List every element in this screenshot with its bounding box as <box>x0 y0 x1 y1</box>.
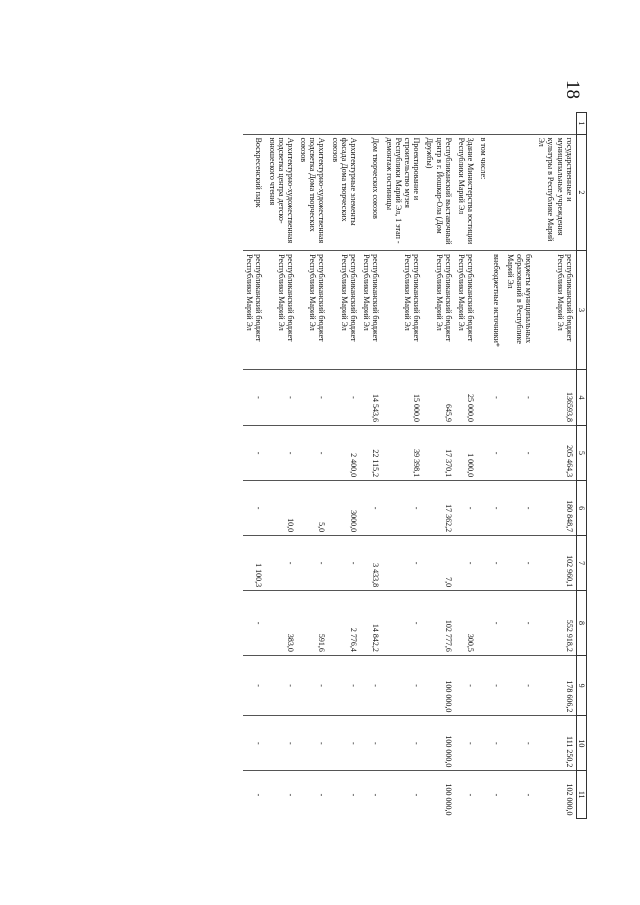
amount-cell: 591,6 <box>297 591 329 656</box>
amount-cell: - <box>504 591 536 656</box>
amount-cell: - <box>504 771 536 819</box>
amount-cell: - <box>265 536 297 591</box>
amount-cell: - <box>490 716 503 771</box>
funding-source-cell: республиканский бюджет Республики Марий Эл <box>535 251 576 370</box>
amount-cell: 100 000,0 <box>423 716 455 771</box>
table-row <box>243 113 265 819</box>
row-number-cell <box>455 113 477 135</box>
amount-cell: - <box>243 481 265 536</box>
amount-cell: - <box>243 369 265 425</box>
amount-cell: 383,0 <box>265 591 297 656</box>
amount-cell: 102 777,6 <box>423 591 455 656</box>
amount-cell: - <box>243 426 265 481</box>
table-row <box>490 113 503 819</box>
amount-cell: - <box>382 536 423 591</box>
amount-cell <box>477 655 490 715</box>
amount-cell: 100 000,0 <box>423 655 455 715</box>
column-header: 8 <box>576 591 586 656</box>
column-header: 3 <box>576 251 586 370</box>
amount-cell <box>477 426 490 481</box>
funding-source-cell: республиканский бюджет Республики Марий Эл <box>243 251 265 370</box>
funding-source-cell: республиканский бюджет Республики Марий Эл <box>382 251 423 370</box>
column-header: 11 <box>576 771 586 819</box>
amount-cell: - <box>265 426 297 481</box>
amount-cell: 1 100,3 <box>243 536 265 591</box>
amount-cell: - <box>490 426 503 481</box>
amount-cell: - <box>297 716 329 771</box>
amount-cell: - <box>504 716 536 771</box>
budget-table <box>243 112 587 819</box>
table-row <box>360 113 382 819</box>
row-number-cell <box>329 113 361 135</box>
column-header: 9 <box>576 655 586 715</box>
amount-cell: - <box>455 716 477 771</box>
amount-cell: - <box>490 369 503 425</box>
amount-cell: 180 848,7 <box>535 481 576 536</box>
funding-source-cell: республиканский бюджет Республики Марий Эл <box>455 251 477 370</box>
object-name-cell: Дом творческих союзов <box>360 134 382 251</box>
funding-source-cell: республиканский бюджет Республики Марий Эл <box>360 251 382 370</box>
column-header: 6 <box>576 481 586 536</box>
amount-cell: - <box>243 716 265 771</box>
amount-cell: 3000,0 <box>329 481 361 536</box>
amount-cell: - <box>382 771 423 819</box>
amount-cell: - <box>329 716 361 771</box>
object-name-cell <box>490 134 503 251</box>
table-body <box>243 113 576 819</box>
amount-cell: - <box>329 536 361 591</box>
amount-cell: 2 776,4 <box>329 591 361 656</box>
table-row <box>477 113 490 819</box>
amount-cell: - <box>297 536 329 591</box>
amount-cell: - <box>243 655 265 715</box>
amount-cell: 102 960,1 <box>535 536 576 591</box>
amount-cell: 111 250,2 <box>535 716 576 771</box>
object-name-cell: Республиканский выставочный центр в г. Йошкар-Ола (Дом Дружбы) <box>423 134 455 251</box>
amount-cell: - <box>297 426 329 481</box>
funding-source-cell: республиканский бюджет Республики Марий Эл <box>297 251 329 370</box>
amount-cell: 300,5 <box>455 591 477 656</box>
amount-cell: - <box>490 536 503 591</box>
amount-cell: 100 000,0 <box>423 771 455 819</box>
amount-cell: - <box>504 481 536 536</box>
amount-cell: 25 000,0 <box>455 369 477 425</box>
table-row <box>504 113 536 819</box>
amount-cell: - <box>455 536 477 591</box>
amount-cell <box>477 591 490 656</box>
amount-cell: - <box>455 655 477 715</box>
table-row <box>329 113 361 819</box>
amount-cell: 7,0 <box>423 536 455 591</box>
amount-cell: 14 842,2 <box>360 591 382 656</box>
budget-table-rotated <box>104 112 587 819</box>
amount-cell: - <box>504 369 536 425</box>
object-name-cell <box>504 134 536 251</box>
page-number: 18 <box>562 80 583 99</box>
row-number-cell <box>423 113 455 135</box>
amount-cell: 10,0 <box>265 481 297 536</box>
column-header: 4 <box>576 369 586 425</box>
table-row <box>423 113 455 819</box>
table-row <box>535 113 576 819</box>
amount-cell <box>477 369 490 425</box>
object-name-cell: Архитектурные элементы фасада Дома творческих союзов <box>329 134 361 251</box>
amount-cell: - <box>297 655 329 715</box>
row-number-cell <box>490 113 503 135</box>
funding-source-cell: республиканский бюджет Республики Марий Эл <box>265 251 297 370</box>
amount-cell: 39 398,1 <box>382 426 423 481</box>
amount-cell: 17 362,2 <box>423 481 455 536</box>
table-row <box>297 113 329 819</box>
amount-cell: 17 370,1 <box>423 426 455 481</box>
amount-cell: - <box>329 771 361 819</box>
amount-cell: 102 000,0 <box>535 771 576 819</box>
row-number-cell <box>265 113 297 135</box>
table-row <box>455 113 477 819</box>
row-number-cell <box>382 113 423 135</box>
row-number-cell <box>243 113 265 135</box>
amount-cell: - <box>504 655 536 715</box>
amount-cell: 178 606,2 <box>535 655 576 715</box>
amount-cell: - <box>490 591 503 656</box>
table-row <box>265 113 297 819</box>
amount-cell: - <box>382 716 423 771</box>
amount-cell: - <box>504 426 536 481</box>
amount-cell <box>477 771 490 819</box>
amount-cell: - <box>382 481 423 536</box>
amount-cell: - <box>329 369 361 425</box>
amount-cell <box>477 716 490 771</box>
column-header: 2 <box>576 134 586 251</box>
amount-cell: - <box>490 481 503 536</box>
column-header: 5 <box>576 426 586 481</box>
column-header: 10 <box>576 716 586 771</box>
amount-cell: 5,0 <box>297 481 329 536</box>
row-number-cell <box>535 113 576 135</box>
object-name-cell: Здание Министерства юстиции Республики Марий Эл <box>455 134 477 251</box>
funding-source-cell <box>477 251 490 370</box>
amount-cell: - <box>382 655 423 715</box>
row-number-cell <box>360 113 382 135</box>
amount-cell: 136593,8 <box>535 369 576 425</box>
amount-cell: 205 464,3 <box>535 426 576 481</box>
amount-cell <box>477 536 490 591</box>
object-name-cell: Проектирование и строительство музея Республики Марий Эл, 1 этап - демонтаж гостиницы <box>382 134 423 251</box>
table-row <box>382 113 423 819</box>
amount-cell: - <box>297 771 329 819</box>
column-header: 1 <box>576 113 586 135</box>
amount-cell: 22 115,2 <box>360 426 382 481</box>
funding-source-cell: внебюджетные источники* <box>490 251 503 370</box>
amount-cell: 1 000,0 <box>455 426 477 481</box>
amount-cell: - <box>382 591 423 656</box>
amount-cell: - <box>360 716 382 771</box>
row-number-cell <box>477 113 490 135</box>
header-row <box>576 113 586 819</box>
amount-cell: 14 543,6 <box>360 369 382 425</box>
amount-cell: 552 918,2 <box>535 591 576 656</box>
funding-source-cell: республиканский бюджет Республики Марий Эл <box>329 251 361 370</box>
object-name-cell: Архитектурно-художественная подсветка Дома творческих союзов <box>297 134 329 251</box>
amount-cell: 645,9 <box>423 369 455 425</box>
object-name-cell: государственные и муниципальные учреждения культуры в Республике Марий Эл <box>535 134 576 251</box>
amount-cell: - <box>265 655 297 715</box>
amount-cell: - <box>504 536 536 591</box>
amount-cell: - <box>297 369 329 425</box>
amount-cell: 15 000,0 <box>382 369 423 425</box>
object-name-cell: Воскресенский парк <box>243 134 265 251</box>
amount-cell: - <box>329 655 361 715</box>
amount-cell: - <box>265 771 297 819</box>
amount-cell: - <box>265 716 297 771</box>
amount-cell: - <box>360 655 382 715</box>
amount-cell: 3 433,8 <box>360 536 382 591</box>
row-number-cell <box>504 113 536 135</box>
object-name-cell: Архитектурно-художественная подсветка центра детско-юношеского чтения <box>265 134 297 251</box>
funding-source-cell: республиканский бюджет Республики Марий Эл <box>423 251 455 370</box>
amount-cell <box>477 481 490 536</box>
amount-cell: - <box>243 591 265 656</box>
column-header: 7 <box>576 536 586 591</box>
amount-cell: - <box>455 481 477 536</box>
amount-cell: - <box>360 481 382 536</box>
amount-cell: - <box>490 771 503 819</box>
amount-cell: 2 400,0 <box>329 426 361 481</box>
amount-cell: - <box>265 369 297 425</box>
funding-source-cell: бюджеты муниципальных образований в Республике Марий Эл <box>504 251 536 370</box>
amount-cell: - <box>243 771 265 819</box>
amount-cell: - <box>490 655 503 715</box>
object-name-cell: в том числе: <box>477 134 490 251</box>
amount-cell: - <box>455 771 477 819</box>
amount-cell: - <box>360 771 382 819</box>
row-number-cell <box>297 113 329 135</box>
